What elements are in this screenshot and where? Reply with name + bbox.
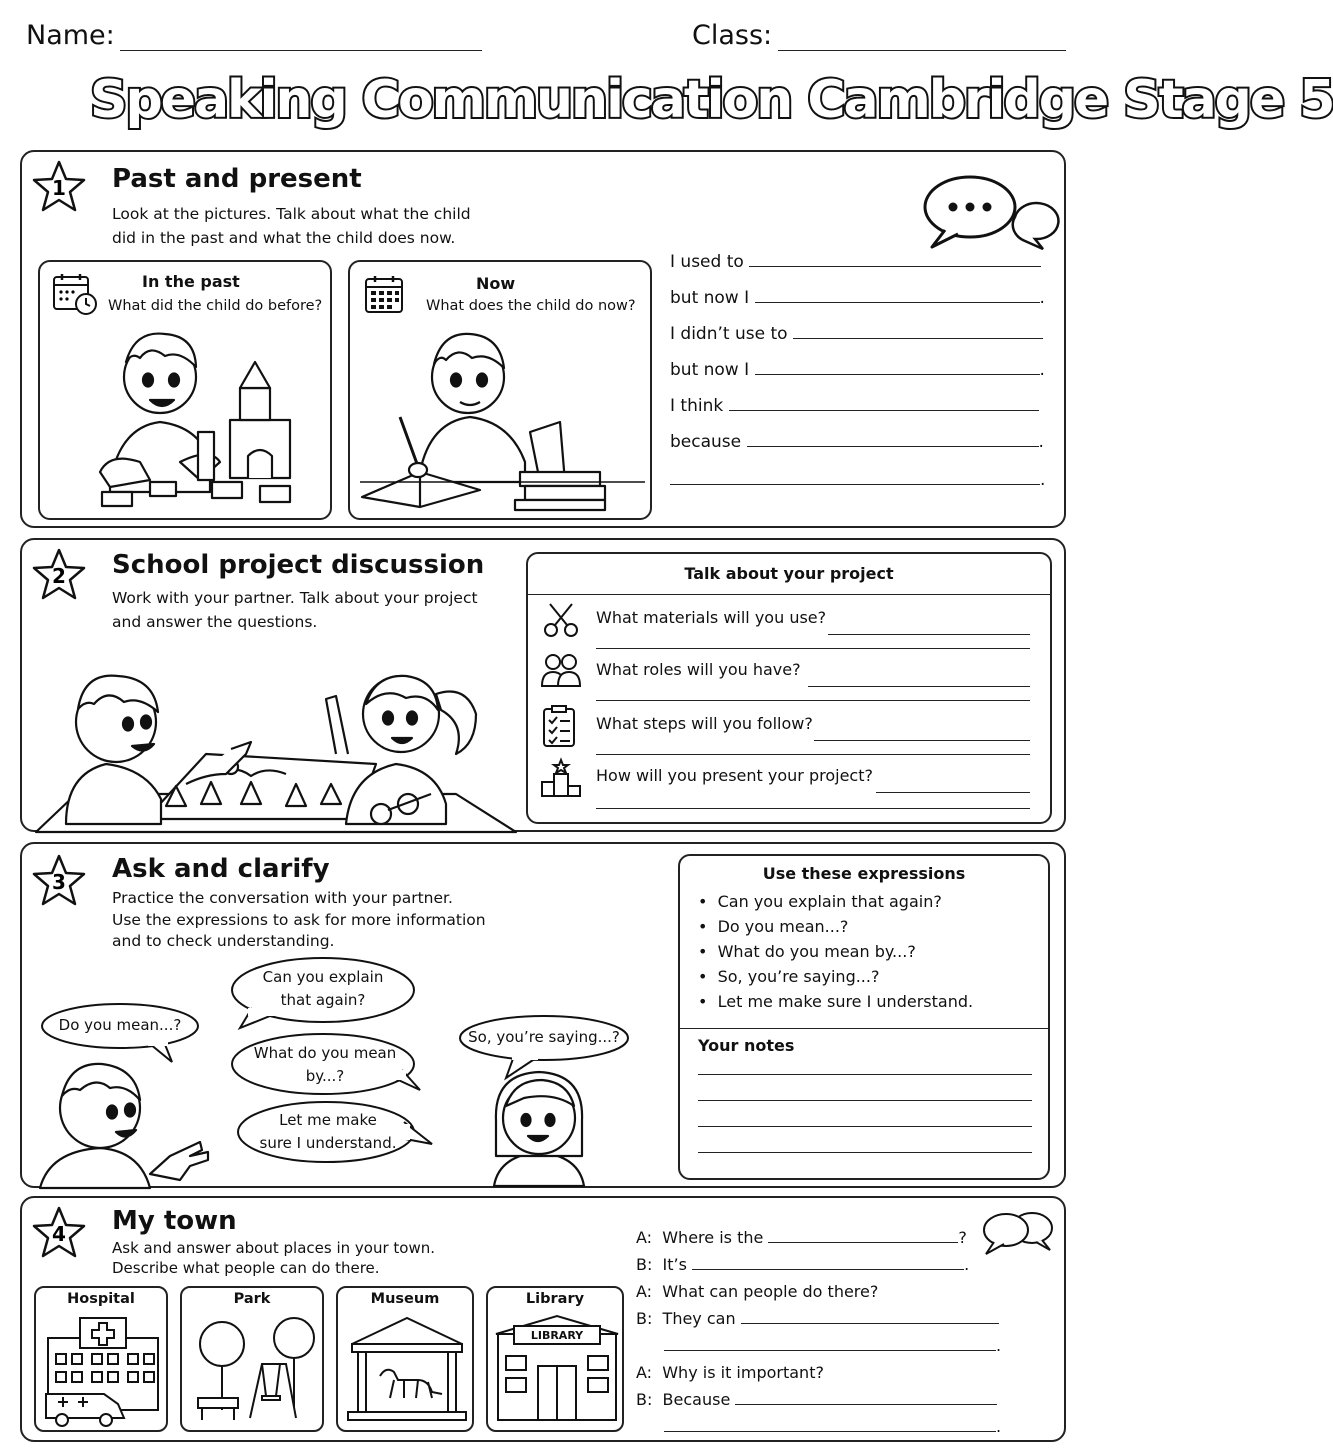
section-title: Ask and clarify	[112, 854, 330, 884]
expressions-title: Use these expressions	[762, 864, 966, 883]
svg-text:2: 2	[52, 564, 66, 588]
park-icon	[188, 1314, 320, 1426]
speech-bubble-explain: Can you explain that again?	[230, 956, 416, 1026]
frame-row: because .	[670, 432, 1044, 452]
girl-talking-illustration	[484, 1066, 604, 1186]
expressions-list	[698, 889, 973, 1014]
dialogue-line: B: They can	[636, 1309, 999, 1328]
expressions-box	[678, 854, 1050, 1180]
box-divider	[528, 594, 1050, 595]
section-title: School project discussion	[112, 550, 485, 580]
section-school-project	[20, 538, 1066, 832]
library-icon	[494, 1314, 620, 1426]
section-ask-clarify	[20, 842, 1066, 1188]
checklist-icon	[542, 704, 580, 748]
expression-item: • Do you mean...?	[698, 917, 849, 936]
past-picture-box	[38, 260, 332, 520]
box-divider	[680, 1028, 1048, 1029]
past-question: What did the child do before?	[108, 298, 323, 314]
star-icon	[32, 854, 86, 908]
name-input-line[interactable]	[120, 50, 482, 51]
section-desc: Look at the pictures. Talk about what the child did in the past and what the child does now.	[112, 205, 471, 247]
section-past-present	[20, 150, 1066, 528]
box-title: Talk about your project	[684, 564, 894, 583]
section-my-town	[20, 1196, 1066, 1442]
notes-line[interactable]	[698, 1100, 1032, 1101]
calendar-clock-icon	[52, 272, 98, 316]
expression-item: • Let me make sure I understand.	[698, 992, 974, 1011]
frame-row: .	[670, 470, 1045, 490]
library-sign: LIBRARY	[530, 1329, 584, 1342]
dialogue-line: A: Why is it important?	[636, 1363, 824, 1382]
section-desc: Ask and answer about places in your town. Describe what people can do there.	[112, 1239, 435, 1277]
answer-line[interactable]	[596, 808, 1030, 809]
answer-line[interactable]	[596, 754, 1030, 755]
now-picture-box	[348, 260, 652, 520]
talk-about-project-box	[526, 552, 1052, 824]
expression-item: • So, you’re saying...?	[698, 967, 880, 986]
frame-row: I used to	[670, 252, 1041, 272]
answer-line[interactable]	[876, 792, 1030, 793]
svg-text:3: 3	[52, 870, 66, 894]
notes-title: Your notes	[698, 1036, 795, 1055]
answer-line[interactable]	[596, 700, 1030, 701]
boy-talking-illustration	[40, 1056, 220, 1188]
boy-building-blocks-illustration	[80, 322, 320, 512]
past-title: In the past	[142, 272, 240, 291]
section-desc: Practice the conversation with your partner. Use the expressions to ask for more information and to check understanding.	[112, 889, 486, 950]
star-icon	[32, 160, 86, 214]
dialogue-line: .	[664, 1417, 1001, 1436]
dialogue-line: A: Where is the ?	[636, 1228, 967, 1247]
star-icon	[32, 1206, 86, 1260]
svg-text:4: 4	[52, 1222, 66, 1246]
place-card-park[interactable]: Park	[180, 1286, 324, 1432]
speech-bubble-saying: So, you’re saying...?	[458, 1014, 630, 1072]
answer-line[interactable]	[596, 648, 1030, 649]
section-title: My town	[112, 1206, 237, 1236]
frame-row: but now I .	[670, 288, 1045, 308]
frame-row: I think	[670, 396, 1039, 416]
speech-bubble-what-mean: What do you mean by...?	[230, 1032, 420, 1102]
place-card-museum[interactable]: Museum	[336, 1286, 474, 1432]
speech-bubble-mean: Do you mean...?	[40, 1002, 200, 1058]
question-materials: What materials will you use?	[596, 608, 827, 627]
dialogue-line: A: What can people do there?	[636, 1282, 879, 1301]
frame-row: but now I .	[670, 360, 1045, 380]
podium-icon	[540, 758, 582, 798]
notes-line[interactable]	[698, 1152, 1032, 1153]
class-input-line[interactable]	[778, 50, 1066, 51]
people-icon	[540, 652, 582, 690]
expression-item: • What do you mean by...?	[698, 942, 916, 961]
answer-line[interactable]	[808, 686, 1030, 687]
section-title: Past and present	[112, 164, 362, 194]
answer-line[interactable]	[814, 740, 1030, 741]
hospital-icon	[44, 1314, 162, 1426]
page-title: Speaking Communication Cambridge Stage 5	[90, 70, 1333, 130]
question-steps: What steps will you follow?	[596, 714, 813, 733]
notes-line[interactable]	[698, 1126, 1032, 1127]
scissors-icon	[542, 600, 580, 638]
section-number: 1	[52, 176, 66, 200]
question-roles: What roles will you have?	[596, 660, 801, 679]
answer-line[interactable]	[828, 634, 1030, 635]
speech-bubble-make-sure: Let me make sure I understand.	[236, 1100, 420, 1166]
museum-icon	[346, 1314, 468, 1426]
boy-writing-illustration	[360, 322, 645, 512]
place-card-hospital[interactable]: Hospital	[34, 1286, 168, 1432]
chat-bubbles-icon	[980, 1210, 1056, 1256]
dialogue-line: .	[664, 1336, 1001, 1355]
frame-row: I didn’t use to	[670, 324, 1043, 344]
class-label: Class:	[692, 20, 773, 51]
dialogue-line: B: Because	[636, 1390, 997, 1409]
expression-item: • Can you explain that again?	[698, 892, 942, 911]
speech-bubbles-icon	[920, 172, 1050, 252]
name-label: Name:	[26, 20, 115, 51]
question-present: How will you present your project?	[596, 766, 873, 785]
now-question: What does the child do now?	[426, 298, 636, 314]
now-title: Now	[476, 274, 516, 293]
notes-line[interactable]	[698, 1074, 1032, 1075]
dialogue-line: B: It’s .	[636, 1255, 970, 1274]
star-icon	[32, 548, 86, 602]
calendar-icon	[364, 274, 404, 314]
children-project-illustration	[36, 624, 516, 832]
section-desc: Work with your partner. Talk about your project and answer the questions.	[112, 589, 478, 631]
place-card-library[interactable]: Library LIBRARY	[486, 1286, 624, 1432]
